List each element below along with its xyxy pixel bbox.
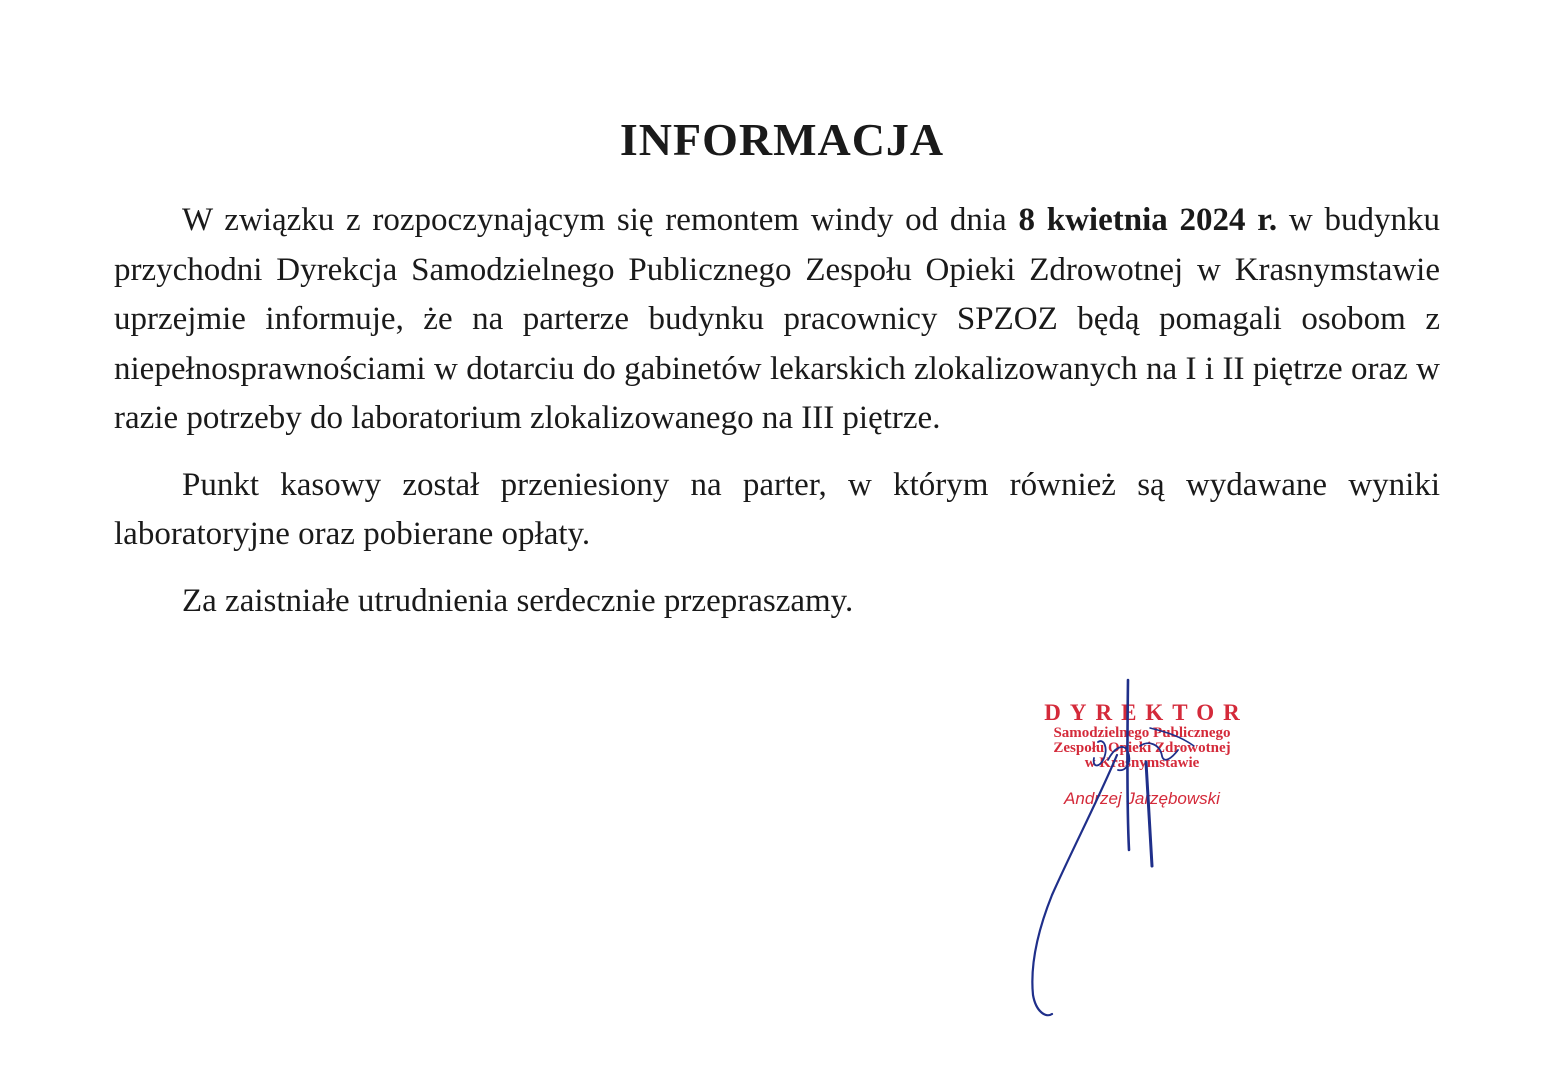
document-body — [114, 196, 1440, 626]
paragraph-1-intro: W związku z rozpoczynającym się remontem windy od dnia — [182, 202, 1019, 238]
paragraph-cash-point: Punkt kasowy został przeniesiony na parter, w którym również są wydawane wyniki laboratoryjne oraz pobierane opłaty. — [114, 466, 1440, 552]
paragraph-elevator-renovation — [114, 196, 1440, 444]
renovation-start-date: 8 kwietnia 2024 r. — [1018, 202, 1278, 238]
stamp-director-name: Andrzej Jarzębowski — [1064, 789, 1220, 808]
stamp-line-1: Samodzielnego Publicznego — [1053, 725, 1231, 741]
stamp-title: DYREKTOR — [1044, 700, 1249, 725]
director-stamp — [1012, 700, 1272, 809]
paragraph-1-rest: w budynku przychodni Dyrekcja Samodzielnego Publicznego Zespołu Opieki Zdrowotnej w Krasnymstawie uprzejmie informuje, że na parterze budynku pracownicy SPZOZ będą pomagali osobom z niepełnosprawnościami w dotarciu do gabinetów lekarskich zlokalizowanych na I i II piętrze oraz w razie potrzeby do laboratorium zlokalizowanego na III piętrze. — [114, 202, 1440, 436]
document-title: INFORMACJA — [619, 114, 945, 165]
paragraph-apology: Za zaistniałe utrudnienia serdecznie przepraszamy. — [182, 582, 854, 619]
stamp-line-3: w Krasnymstawie — [1084, 755, 1200, 771]
stamp-line-2: Zespołu Opieki Zdrowotnej — [1053, 740, 1231, 756]
